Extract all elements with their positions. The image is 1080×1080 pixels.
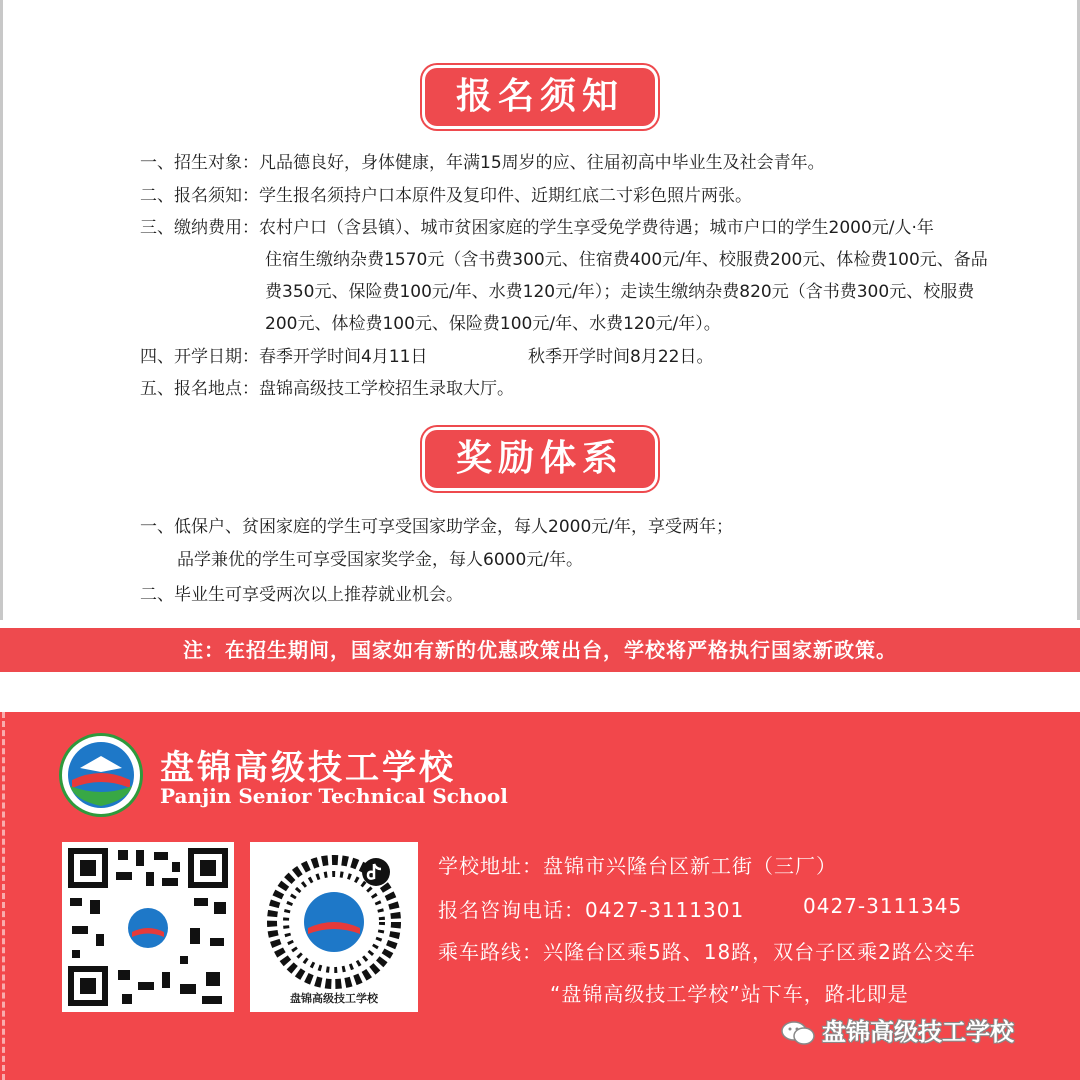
rewards-line-1: 一、低保户、贫困家庭的学生可享受国家助学金，每人2000元/年，享受两年；: [140, 517, 733, 537]
qr-code-icon: [62, 842, 234, 1012]
rewards-line-1b: 品学兼优的学生可享受国家奖学金，每人6000元/年。: [177, 550, 583, 570]
bus-stop: “盘锦高级技工学校”站下车，路北即是: [550, 982, 909, 1006]
school-logo: [62, 736, 140, 814]
phone-secondary: 0427-3111345: [803, 894, 963, 918]
wechat-account: 盘锦高级技工学校: [822, 1018, 1014, 1046]
notice-bar: 注：在招生期间，国家如有新的优惠政策出台，学校将严格执行国家新政策。: [0, 628, 1080, 672]
registration-line-3c: 费350元、保险费100元/年、水费120元/年）；走读生缴纳杂费820元（含书费300元、校服费: [265, 282, 975, 302]
school-name-cn: 盘锦高级技工学校: [160, 748, 456, 788]
wechat-icon: [780, 1020, 816, 1046]
phone-label: 报名咨询电话：0427-3111301: [438, 898, 745, 922]
registration-line-5: 五、报名地点：盘锦高级技工学校招生录取大厅。: [140, 379, 514, 399]
school-emblem-icon: [62, 736, 140, 814]
qr-caption: 盘锦高级技工学校: [290, 992, 378, 1005]
registration-line-3b: 住宿生缴纳杂费1570元（含书费300元、住宿费400元/年、校服费200元、体检费100元、备品: [265, 250, 988, 270]
registration-line-1: 一、招生对象：凡品德良好，身体健康，年满15周岁的应、往届初高中毕业生及社会青年。: [140, 153, 825, 173]
registration-line-2: 二、报名须知：学生报名须持户口本原件及复印件、近期红底二寸彩色照片两张。: [140, 186, 752, 206]
bus-route: 乘车路线：兴隆台区乘5路、18路，双台子区乘2路公交车: [438, 940, 976, 964]
douyin-code-icon: [250, 842, 418, 992]
school-name-en: Panjin Senior Technical School: [160, 784, 508, 808]
rewards-title: 奖励体系: [425, 430, 655, 488]
wechat-watermark: [780, 1012, 1014, 1047]
wechat-qr-code[interactable]: [62, 842, 234, 1012]
rewards-line-2: 二、毕业生可享受两次以上推荐就业机会。: [140, 585, 463, 605]
registration-title: 报名须知: [425, 68, 655, 126]
registration-line-4b: 秋季开学时间8月22日。: [528, 347, 714, 367]
registration-line-3: 三、缴纳费用：农村户口（含县镇）、城市贫困家庭的学生享受免学费待遇；城市户口的学生2000元/人·年: [140, 218, 934, 238]
registration-line-3d: 200元、体检费100元、保险费100元/年、水费120元/年）。: [265, 314, 721, 334]
registration-line-4: 四、开学日期：春季开学时间4月11日: [140, 347, 428, 367]
school-address: 学校地址：盘锦市兴隆台区新工街（三厂）: [438, 854, 837, 878]
douyin-qr-code[interactable]: [250, 842, 418, 1012]
